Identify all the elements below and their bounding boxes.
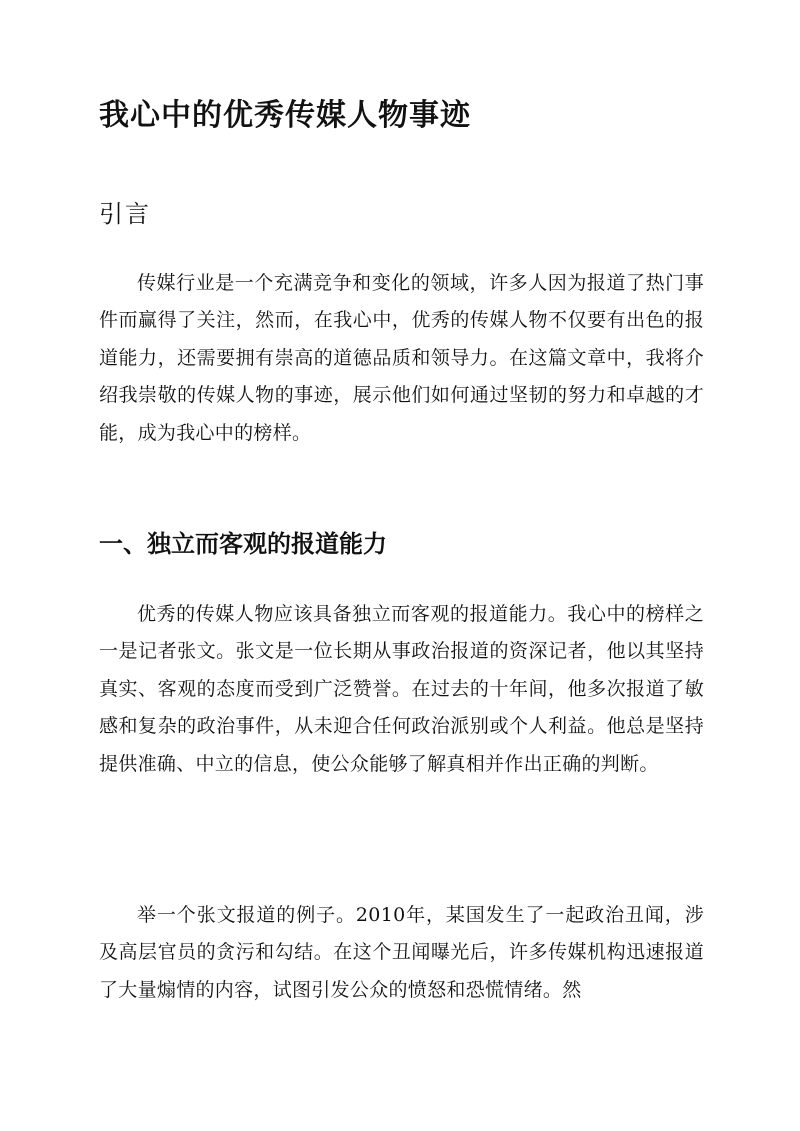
- document-title: 我心中的优秀传媒人物事迹: [99, 98, 471, 133]
- reporting-paragraph-1: 优秀的传媒人物应该具备独立而客观的报道能力。我心中的榜样之一是记者张文。张文是一位长期从事政治报道的资深记者，他以其坚持真实、客观的态度而受到广泛赞誉。在过去的十年间，他多次报道了敏感和复杂的政治事件，从未迎合任何政治派别或个人利益。他总是坚持提供准确、中立的信息，使公众能够了解真相并作出正确的判断。: [99, 603, 704, 775]
- section-heading-intro: 引言: [99, 200, 151, 228]
- intro-paragraph: 传媒行业是一个充满竞争和变化的领域，许多人因为报道了热门事件而赢得了关注，然而，在我心中，优秀的传媒人物不仅要有出色的报道能力，还需要拥有崇高的道德品质和领导力。在这篇文章中，我将介绍我崇敬的传媒人物的事迹，展示他们如何通过坚韧的努力和卓越的才能，成为我心中的榜样。: [99, 272, 704, 444]
- reporting-paragraph-2: 举一个张文报道的例子。2010年，某国发生了一起政治丑闻，涉及高层官员的贪污和勾结。在这个丑闻曝光后，许多传媒机构迅速报道了大量煽情的内容，试图引发公众的愤怒和恐慌情绪。然: [99, 904, 704, 1001]
- section-heading-reporting: 一、独立而客观的报道能力: [99, 529, 387, 558]
